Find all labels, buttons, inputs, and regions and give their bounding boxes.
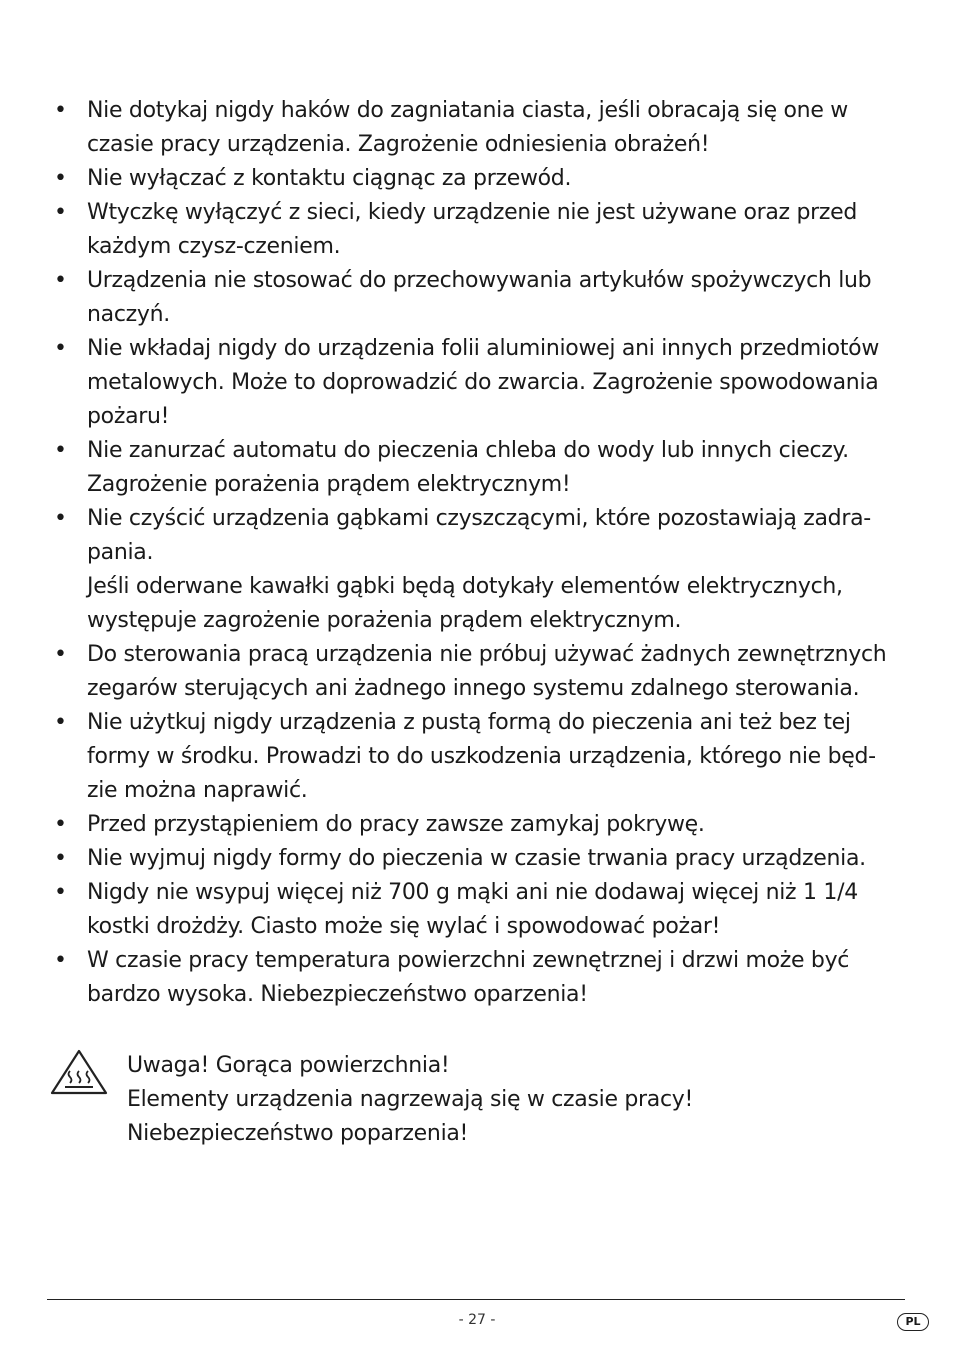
bullet-item <box>50 502 910 638</box>
language-badge: PL <box>897 1313 929 1331</box>
bullet-text-line: Do sterowania pracą urządzenia nie próbuj używać żadnych zewnętrznych <box>87 642 887 667</box>
warning-line: Niebezpieczeństwo poparzenia! <box>127 1121 469 1146</box>
hot-surface-warning <box>50 1049 910 1159</box>
bullet-item <box>50 332 910 434</box>
bullet-text-line: formy w środku. Prowadzi to do uszkodzenia urządzenia, którego nie będ- <box>87 744 876 769</box>
bullet-text-line: bardzo wysoka. Niebezpieczeństwo oparzenia! <box>87 982 588 1007</box>
bullet-text-line: W czasie pracy temperatura powierzchni zewnętrznej i drzwi może być <box>87 948 850 973</box>
bullet-dot-icon: • <box>54 812 67 837</box>
safety-instructions <box>50 94 910 1012</box>
bullet-item <box>50 842 910 876</box>
bullet-dot-icon: • <box>54 336 67 361</box>
bullet-item <box>50 434 910 502</box>
bullet-item <box>50 876 910 944</box>
bullet-text-line: kostki drożdży. Ciasto może się wylać i spowodować pożar! <box>87 914 721 939</box>
bullet-text-line: Nie zanurzać automatu do pieczenia chleba do wody lub innych cieczy. <box>87 438 849 463</box>
warning-line: Uwaga! Gorąca powierzchnia! <box>127 1053 450 1078</box>
bullet-item <box>50 638 910 706</box>
bullet-item <box>50 706 910 808</box>
bullet-item <box>50 944 910 1012</box>
bullet-text-line: pożaru! <box>87 404 170 429</box>
hot-surface-warning-icon <box>50 1049 108 1095</box>
bullet-dot-icon: • <box>54 268 67 293</box>
bullet-item <box>50 162 910 196</box>
bullet-dot-icon: • <box>54 438 67 463</box>
bullet-dot-icon: • <box>54 98 67 123</box>
bullet-text-line: Nigdy nie wsypuj więcej niż 700 g mąki ani nie dodawaj więcej niż 1 1/4 <box>87 880 858 905</box>
bullet-text-line: występuje zagrożenie porażenia prądem elektrycznym. <box>87 608 682 633</box>
warning-text <box>127 1049 693 1151</box>
bullet-text-line: zie można naprawić. <box>87 778 308 803</box>
bullet-dot-icon: • <box>54 846 67 871</box>
bullet-item <box>50 808 910 842</box>
bullet-text-line: pania. <box>87 540 154 565</box>
bullet-dot-icon: • <box>54 200 67 225</box>
warning-line: Elementy urządzenia nagrzewają się w czasie pracy! <box>127 1087 694 1112</box>
bullet-item <box>50 196 910 264</box>
bullet-dot-icon: • <box>54 948 67 973</box>
bullet-text-line: czasie pracy urządzenia. Zagrożenie odniesienia obrażeń! <box>87 132 710 157</box>
bullet-text-line: Nie wyjmuj nigdy formy do pieczenia w czasie trwania pracy urządzenia. <box>87 846 866 871</box>
bullet-text-line: Nie czyścić urządzenia gąbkami czyszczącymi, które pozostawiają zadra- <box>87 506 871 531</box>
bullet-text-line: zegarów sterujących ani żadnego innego systemu zdalnego sterowania. <box>87 676 860 701</box>
bullet-dot-icon: • <box>54 166 67 191</box>
bullet-text-line: każdym czysz-czeniem. <box>87 234 341 259</box>
footer-divider <box>47 1299 905 1300</box>
safety-bullet-list <box>50 94 910 1012</box>
bullet-item <box>50 94 910 162</box>
bullet-text-line: Nie wyłączać z kontaktu ciągnąc za przewód. <box>87 166 572 191</box>
bullet-text-line: Urządzenia nie stosować do przechowywania artykułów spożywczych lub <box>87 268 872 293</box>
bullet-text-line: Nie użytkuj nigdy urządzenia z pustą formą do pieczenia ani też bez tej <box>87 710 851 735</box>
bullet-text-line: Wtyczkę wyłączyć z sieci, kiedy urządzenie nie jest używane oraz przed <box>87 200 858 225</box>
bullet-dot-icon: • <box>54 710 67 735</box>
bullet-text-line: Zagrożenie porażenia prądem elektrycznym! <box>87 472 571 497</box>
page-number: - 27 - <box>458 1312 496 1328</box>
bullet-text-line: metalowych. Może to doprowadzić do zwarcia. Zagrożenie spowodowania <box>87 370 879 395</box>
bullet-item <box>50 264 910 332</box>
bullet-dot-icon: • <box>54 642 67 667</box>
bullet-text-line: Przed przystąpieniem do pracy zawsze zamykaj pokrywę. <box>87 812 705 837</box>
bullet-dot-icon: • <box>54 880 67 905</box>
bullet-dot-icon: • <box>54 506 67 531</box>
bullet-text-line: Nie dotykaj nigdy haków do zagniatania ciasta, jeśli obracają się one w <box>87 98 848 123</box>
bullet-text-line: Jeśli oderwane kawałki gąbki będą dotykały elementów elektrycznych, <box>87 574 843 599</box>
bullet-text-line: naczyń. <box>87 302 170 327</box>
bullet-text-line: Nie wkładaj nigdy do urządzenia folii aluminiowej ani innych przedmiotów <box>87 336 880 361</box>
